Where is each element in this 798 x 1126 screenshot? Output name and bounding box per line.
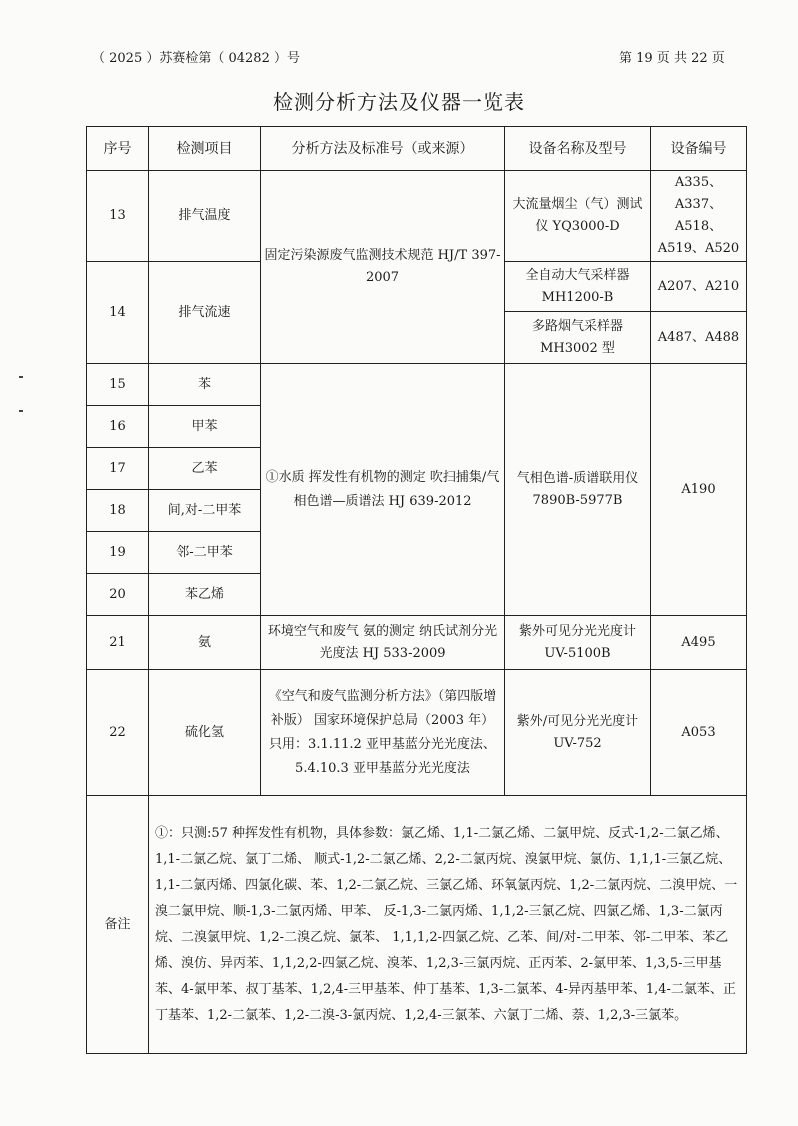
row-device: 全自动大气采样器 MH1200-B (505, 262, 651, 312)
row-no: 13 (87, 171, 149, 262)
row-no: 19 (87, 532, 149, 574)
row-item: 乙苯 (149, 448, 261, 490)
row-code: A487、A488 (651, 312, 747, 364)
row-no: 15 (87, 364, 149, 406)
table-row (87, 616, 747, 670)
row-item: 排气流速 (149, 262, 261, 364)
row-device: 多路烟气采样器 MH3002 型 (505, 312, 651, 364)
row-item: 邻-二甲苯 (149, 532, 261, 574)
row-device: 紫外/可见分光光度计 UV-752 (505, 670, 651, 796)
row-no: 22 (87, 670, 149, 796)
page-indicator: 第 19 页 共 22 页 (619, 51, 725, 66)
row-item: 硫化氢 (149, 670, 261, 796)
row-no: 17 (87, 448, 149, 490)
table-row (87, 364, 747, 406)
row-code: A053 (651, 670, 747, 796)
row-item: 苯乙烯 (149, 574, 261, 616)
row-method: 《空气和废气监测分析方法》（第四版增补版） 国家环境保护总局（2003 年） 只用：3.1.11.2 亚甲基蓝分光光度法、5.4.10.3 亚甲基蓝分光光度法 (261, 670, 505, 796)
col-header-item: 检测项目 (149, 127, 261, 171)
row-device: 气相色谱-质谱联用仪 7890B-5977B (505, 364, 651, 616)
row-method: 固定污染源废气监测技术规范 HJ/T 397-2007 (261, 171, 505, 364)
page-title: 检测分析方法及仪器一览表 (273, 90, 525, 114)
row-item: 苯 (149, 364, 261, 406)
row-device: 紫外可见分光光度计 UV-5100B (505, 616, 651, 670)
row-no: 21 (87, 616, 149, 670)
row-method: 环境空气和废气 氨的测定 纳氏试剂分光光度法 HJ 533-2009 (261, 616, 505, 670)
table-row (87, 171, 747, 262)
scan-speck (19, 410, 23, 412)
row-item: 甲苯 (149, 406, 261, 448)
row-method: ①水质 挥发性有机物的测定 吹扫捕集/气相色谱—质谱法 HJ 639-2012 (261, 364, 505, 616)
row-no: 20 (87, 574, 149, 616)
row-no: 14 (87, 262, 149, 364)
row-item: 间,对-二甲苯 (149, 490, 261, 532)
col-header-device: 设备名称及型号 (505, 127, 651, 171)
row-device: 大流量烟尘（气）测试仪 YQ3000-D (505, 171, 651, 262)
row-code: A207、A210 (651, 262, 747, 312)
table-header-row (87, 127, 747, 171)
report-number: （ 2025 ）苏赛检第（ 04282 ）号 (92, 51, 300, 66)
row-item: 排气温度 (149, 171, 261, 262)
col-header-method: 分析方法及标准号（或来源） (261, 127, 505, 171)
col-header-no: 序号 (87, 127, 149, 171)
scan-speck (19, 376, 23, 378)
row-code: A335、A337、A518、A519、A520 (651, 171, 747, 262)
remark-text: ①：只测:57 种挥发性有机物，具体参数：氯乙烯、1,1-二氯乙烯、二氯甲烷、反式-1,2-二氯乙烯、1,1-二氯乙烷、氯丁二烯、 顺式-1,2-二氯乙烯、2,2-二氯丙烷、溴氯甲烷、氯仿、1,1,1-三氯乙烷、1,1-二氯丙烯、四氯化碳、苯、1,2-二氯乙烷、三氯乙烯、环氧氯丙烷、1,2-二氯丙烷、二溴甲烷、一溴二氯甲烷、顺-1,3-二氯丙烯、甲苯、 反-1,3-二氯丙烯、1,1,2-三氯乙烷、四氯乙烯、1,3-二氯丙烷、二溴氯甲烷、1,2-二溴乙烷、氯苯、 1,1,1,2-四氯乙烷、乙苯、间/对-二甲苯、邻-二甲苯、苯乙烯、溴仿、异丙苯、1,1,2,2-四氯乙烷、溴苯、1,2,3-三氯丙烷、正丙苯、2-氯甲苯、1,3,5-三甲基苯、4-氯甲苯、叔丁基苯、1,2,4-三甲基苯、仲丁基苯、1,3-二氯苯、4-异丙基甲苯、1,4-二氯苯、正丁基苯、1,2-二氯苯、1,2-二溴-3-氯丙烷、1,2,4-三氯苯、六氯丁二烯、萘、1,2,3-三氯苯。 (149, 796, 747, 1054)
remark-label: 备注 (87, 796, 149, 1054)
row-no: 18 (87, 490, 149, 532)
row-item: 氨 (149, 616, 261, 670)
row-no: 16 (87, 406, 149, 448)
row-code: A190 (651, 364, 747, 616)
row-code: A495 (651, 616, 747, 670)
col-header-code: 设备编号 (651, 127, 747, 171)
method-instrument-table (86, 126, 747, 1054)
remark-row (87, 796, 747, 1054)
table-row (87, 670, 747, 796)
